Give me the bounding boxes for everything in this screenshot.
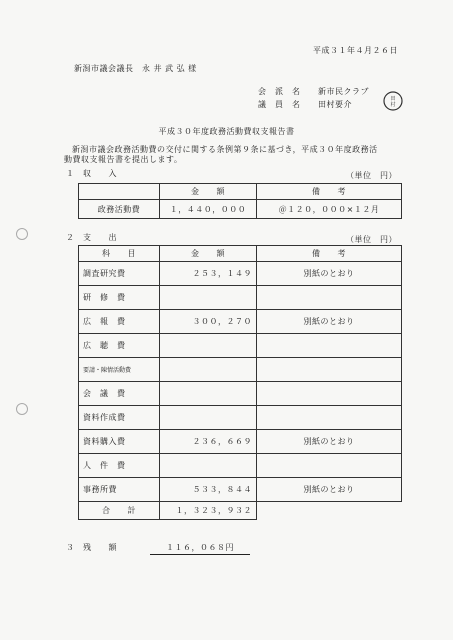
expense-item: 事務所費 (79, 478, 160, 502)
expense-item: 広 報 費 (79, 310, 160, 334)
svg-text:村: 村 (390, 102, 396, 108)
expense-header-amount: 金 額 (160, 246, 257, 262)
report-date: 平成３１年４月２６日 (313, 46, 398, 55)
report-title: 平成３０年度政務活動費収支報告書 (158, 127, 295, 136)
expense-amount: ５３３，８４４ (160, 478, 257, 502)
table-row (79, 286, 402, 310)
expense-unit: （単位 円） (346, 235, 397, 244)
punch-hole (16, 403, 28, 415)
expense-amount: ２５３，１４９ (160, 262, 257, 286)
income-header-amount: 金 額 (160, 184, 257, 200)
table-row (79, 454, 402, 478)
expense-item: 要請・陳情活動費 (79, 358, 160, 382)
expense-remarks: 別紙のとおり (257, 478, 402, 502)
expense-amount (160, 286, 257, 310)
expense-amount (160, 334, 257, 358)
income-row-remarks: ＠１２０，０００×１２月 (257, 200, 402, 219)
expense-amount (160, 382, 257, 406)
table-row (79, 406, 402, 430)
expense-remarks: 別紙のとおり (257, 262, 402, 286)
table-row (79, 382, 402, 406)
expense-header-remarks: 備 考 (257, 246, 402, 262)
expense-item: 会 議 費 (79, 382, 160, 406)
member-value: 田村要介 (318, 100, 352, 109)
total-amount: １，３２３，９３２ (160, 502, 257, 520)
table-row (79, 310, 402, 334)
income-unit: （単位 円） (346, 171, 397, 180)
expense-remarks (257, 334, 402, 358)
expense-remarks: 別紙のとおり (257, 310, 402, 334)
expense-amount (160, 406, 257, 430)
expense-amount: ３００，２７０ (160, 310, 257, 334)
expense-amount (160, 358, 257, 382)
expense-amount (160, 454, 257, 478)
expense-remarks (257, 406, 402, 430)
svg-text:田: 田 (390, 96, 396, 102)
expense-table (78, 245, 402, 520)
income-heading: １ 収 入 (66, 169, 117, 178)
expense-item: 資料作成費 (79, 406, 160, 430)
table-row (79, 334, 402, 358)
expense-header-item: 科 目 (79, 246, 160, 262)
balance-heading: ３ 残 額 (66, 543, 117, 552)
addressee: 新潟市議会議長 永 井 武 弘 様 (74, 64, 197, 73)
body-text-line1: 新潟市議会政務活動費の交付に関する条例第９条に基づき，平成３０年度政務活 (72, 145, 378, 154)
table-row (79, 358, 402, 382)
income-header-remarks: 備 考 (257, 184, 402, 200)
expense-remarks (257, 382, 402, 406)
expense-remarks: 別紙のとおり (257, 430, 402, 454)
punch-hole (16, 228, 28, 240)
income-header-blank (79, 184, 160, 200)
total-label: 合 計 (79, 502, 160, 520)
table-row (79, 430, 402, 454)
expense-amount: ２３６，６６９ (160, 430, 257, 454)
expense-heading: ２ 支 出 (66, 233, 117, 242)
income-row-label: 政務活動費 (79, 200, 160, 219)
expense-remarks (257, 358, 402, 382)
table-row (79, 478, 402, 502)
expense-item: 人 件 費 (79, 454, 160, 478)
expense-item: 研 修 費 (79, 286, 160, 310)
balance-amount: １１６，０６８円 (150, 543, 250, 555)
table-row (79, 262, 402, 286)
member-label: 議 員 名 (258, 100, 301, 109)
total-blank (257, 502, 402, 520)
income-row-amount: １，４４０，０００ (160, 200, 257, 219)
expense-item: 調査研究費 (79, 262, 160, 286)
income-table (78, 183, 402, 219)
expense-remarks (257, 286, 402, 310)
total-row (79, 502, 402, 520)
expense-remarks (257, 454, 402, 478)
body-text-line2: 動費収支報告書を提出します。 (64, 155, 183, 164)
faction-value: 新市民クラブ (318, 87, 369, 96)
expense-item: 資料購入費 (79, 430, 160, 454)
expense-item: 広 聴 費 (79, 334, 160, 358)
faction-label: 会 派 名 (258, 87, 301, 96)
personal-seal-icon (383, 91, 403, 111)
